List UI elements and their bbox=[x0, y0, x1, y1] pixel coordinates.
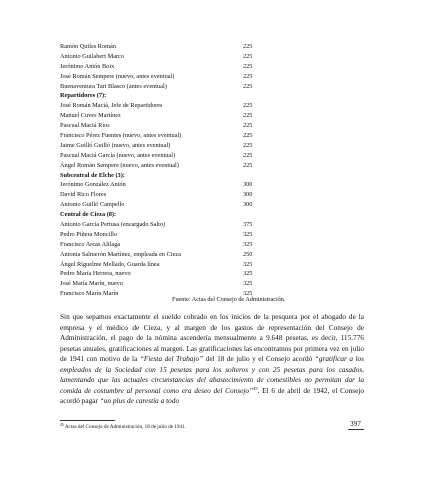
table-row bbox=[60, 42, 320, 52]
employee-name: Francisco Arcas Alilaga bbox=[60, 240, 121, 248]
text-run: Sin que sepamos exactamente el sueldo cobrado en los inicios de la pesquera por el abogado de la empresa y el médico de Cieza, y al margen de los gastos de representación del Consejo de Administración, el pago de la nómina ascendería mensualmente a 9.648 pesetas, es decir, 115.776 pesetas anuales, gratificaciones al margen. Las gratificaciones las encontramos por primera vez en julio de 1941 con motivo de la bbox=[60, 312, 364, 364]
salary-amount: 375 bbox=[243, 221, 253, 229]
salary-amount: 325 bbox=[243, 230, 253, 238]
table-row bbox=[60, 220, 320, 230]
table-row bbox=[60, 62, 320, 72]
employee-name: David Rico Flores bbox=[60, 191, 107, 199]
table-row bbox=[60, 131, 320, 141]
salary-amount: 225 bbox=[243, 151, 253, 159]
salary-amount: 225 bbox=[243, 141, 253, 149]
employee-name: Subcentral de Elche (3): bbox=[60, 171, 125, 179]
salary-amount: 225 bbox=[243, 62, 253, 70]
employee-name: Ángel Román Sempere (nuevo, antes eventual) bbox=[60, 161, 179, 169]
table-row bbox=[60, 190, 320, 200]
table-row bbox=[60, 240, 320, 250]
table-row bbox=[60, 279, 320, 289]
salary-amount: 225 bbox=[243, 102, 253, 110]
salary-amount: 225 bbox=[243, 43, 253, 50]
employee-name: Antonia Salmerón Martínez, empleada en Cieza bbox=[60, 250, 181, 258]
employee-name: José María Marín, nuevo bbox=[60, 280, 123, 288]
employee-name: Pascual Maciá García (nuevo, antes eventual) bbox=[60, 151, 176, 159]
salary-amount: 300 bbox=[243, 201, 253, 209]
table-row bbox=[60, 250, 320, 260]
section-heading bbox=[60, 171, 320, 181]
employee-name: Jerónimo González Antón bbox=[60, 181, 126, 189]
salary-amount: 225 bbox=[243, 82, 253, 90]
salary-amount: 325 bbox=[243, 260, 253, 268]
table-row bbox=[60, 200, 320, 210]
employee-name: Antonio García Pertusa (encargado Salto) bbox=[60, 221, 166, 229]
employee-name: José Román Sempere (nuevo, antes eventual) bbox=[60, 72, 175, 80]
page-number-underline bbox=[348, 429, 364, 430]
table-row bbox=[60, 111, 320, 121]
table-row bbox=[60, 161, 320, 171]
table-row bbox=[60, 230, 320, 240]
salary-amount: 325 bbox=[243, 240, 253, 248]
table-row bbox=[60, 101, 320, 111]
table-caption: Fuente: Actas del Consejo de Administración. bbox=[172, 296, 286, 303]
employee-name: Central de Cieza (8): bbox=[60, 211, 117, 219]
text-run: “Fiesta del Trabajo” bbox=[139, 354, 204, 364]
table-row bbox=[60, 121, 320, 131]
page-number: 397 bbox=[350, 419, 361, 428]
footnote bbox=[60, 424, 186, 430]
footnote-separator bbox=[60, 420, 115, 421]
employee-name: Pascual Maciá Ríos bbox=[60, 122, 110, 130]
employee-name: Pedro María Herrera, nuevo bbox=[60, 270, 131, 278]
employee-name: Ramón Quiles Román bbox=[60, 43, 116, 50]
text-run: . El 6 de abril de 1942, el Consejo acordó pagar bbox=[60, 385, 364, 406]
salary-amount: 300 bbox=[243, 191, 253, 199]
text-run: “un plus de carestía a todo bbox=[99, 396, 180, 406]
employee-name: Ángel Ríguelme Mellado, Guarda línea bbox=[60, 260, 160, 268]
salary-amount: 250 bbox=[243, 250, 253, 258]
text-run: “gratificar a los empleados de la Sociedad con 15 pesetas para los solteros y con 25 pesetas para los casados, lamentando que las actuales circunstancias del abastecimiento de comestibles no permitan dar la comida de costumbre al personal como era deseo del Consejo” bbox=[60, 354, 364, 395]
salary-amount: 325 bbox=[243, 290, 253, 298]
employee-name: Antonio Guilló Campello bbox=[60, 201, 125, 209]
employee-name: Repartidores (7): bbox=[60, 92, 107, 100]
table-row bbox=[60, 141, 320, 151]
employee-name: Jerónimo Antón Boix bbox=[60, 62, 115, 70]
employee-name: José Román Maciá, Jefe de Repartidores bbox=[60, 102, 163, 110]
salary-amount: 225 bbox=[243, 122, 253, 130]
employee-name: Buenaventura Tari Blasco (antes eventual) bbox=[60, 82, 167, 90]
payroll-list bbox=[60, 42, 320, 299]
employee-name: Pedro Piñera Moncillo bbox=[60, 230, 118, 238]
salary-amount: 325 bbox=[243, 280, 253, 288]
salary-amount: 225 bbox=[243, 112, 253, 120]
salary-amount: 300 bbox=[243, 181, 253, 189]
section-heading bbox=[60, 210, 320, 220]
employee-name: Manuel Cuves Martínez bbox=[60, 112, 121, 120]
salary-amount: 225 bbox=[243, 72, 253, 80]
footnote-text: Actas del Consejo de Administración, 18 de julio de 1941. bbox=[64, 424, 186, 430]
salary-amount: 225 bbox=[243, 161, 253, 169]
table-row bbox=[60, 151, 320, 161]
employee-name: Francisco Pérez Fuentes (nuevo, antes eventual) bbox=[60, 132, 182, 140]
table-row bbox=[60, 82, 320, 92]
text-run: del 18 de julio y el Consejo acordó bbox=[203, 354, 315, 364]
table-row bbox=[60, 72, 320, 82]
employee-name: Francisco Marín Marín bbox=[60, 290, 119, 298]
salary-amount: 325 bbox=[243, 270, 253, 278]
footnote-reference: 45 bbox=[253, 385, 258, 391]
salary-amount: 225 bbox=[243, 132, 253, 140]
footnote-number: 45 bbox=[60, 423, 64, 427]
body-paragraph bbox=[60, 312, 364, 407]
section-heading bbox=[60, 91, 320, 101]
salary-amount: 225 bbox=[243, 52, 253, 60]
employee-name: Jaime Guilló Guilló (nuevo, antes eventual) bbox=[60, 141, 171, 149]
table-row bbox=[60, 180, 320, 190]
table-row bbox=[60, 260, 320, 270]
table-row bbox=[60, 52, 320, 62]
table-row bbox=[60, 269, 320, 279]
employee-name: Antonio Guilabert Marco bbox=[60, 52, 125, 60]
